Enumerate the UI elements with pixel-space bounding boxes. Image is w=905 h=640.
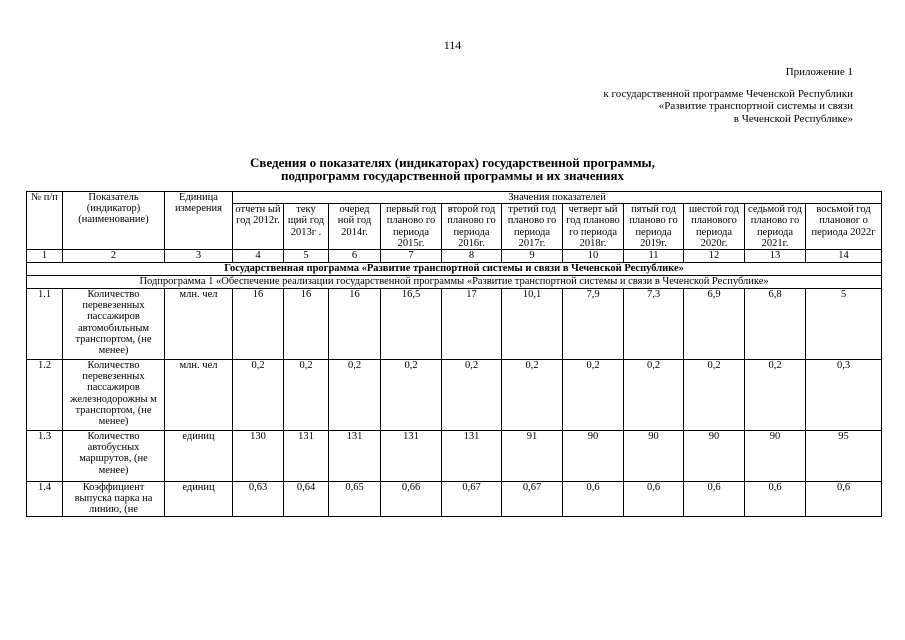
value-cell: 0,6 [745,482,806,517]
value-cell: 7,3 [624,289,684,360]
value-cell: 90 [684,431,745,482]
column-number: 1 [27,250,63,263]
table-row [27,482,882,517]
header-period: теку щий год 2013г . [284,204,329,250]
column-number: 14 [806,250,882,263]
value-cell: 0,6 [806,482,882,517]
value-cell: 131 [442,431,502,482]
value-cell: 0,64 [284,482,329,517]
header-period: восьмой год плановог о периода 2022г [806,204,882,250]
table-row [27,360,882,431]
header-period: первый год планово го периода 2015г. [381,204,442,250]
indicator-name: Количество перевезенных пассажиров железнодорожны м транспортом, (не менее) [63,360,165,431]
header-period: седьмой год планово го периода 2021г. [745,204,806,250]
column-number: 10 [563,250,624,263]
value-cell: 90 [563,431,624,482]
value-cell: 0,2 [329,360,381,431]
value-cell: 16 [233,289,284,360]
value-cell: 0,2 [442,360,502,431]
value-cell: 95 [806,431,882,482]
table-row [27,289,882,360]
value-cell: 0,2 [563,360,624,431]
header-period: четверт ый год планово го периода 2018г. [563,204,624,250]
appendix-line-1: к государственной программе Чеченской Республики [603,87,853,100]
value-cell: 6,9 [684,289,745,360]
value-cell: 0,2 [284,360,329,431]
header-period: шестой год планового периода 2020г. [684,204,745,250]
column-number: 6 [329,250,381,263]
value-cell: 0,2 [684,360,745,431]
row-number: 1.2 [27,360,63,431]
header-row-1 [27,192,882,204]
column-number: 2 [63,250,165,263]
header-period: второй год планово го периода 2016г. [442,204,502,250]
header-values-group: Значения показателей [233,192,882,204]
unit-cell: млн. чел [165,289,233,360]
value-cell: 130 [233,431,284,482]
value-cell: 90 [624,431,684,482]
appendix-block [603,66,853,125]
appendix-line-3: в Чеченской Республике» [733,112,853,125]
header-unit: Единица измерения [165,192,233,250]
header-indicator: Показатель (индикатор) (наименование) [63,192,165,250]
column-number: 11 [624,250,684,263]
indicator-name: Коэффициент выпуска парка на линию, (не [63,482,165,517]
value-cell: 16,5 [381,289,442,360]
row-number: 1.3 [27,431,63,482]
subprogram-row [27,276,882,289]
column-number: 9 [502,250,563,263]
appendix-label: Приложение 1 [785,66,853,78]
value-cell: 0,66 [381,482,442,517]
value-cell: 0,63 [233,482,284,517]
unit-cell: единиц [165,482,233,517]
value-cell: 16 [329,289,381,360]
value-cell: 0,6 [624,482,684,517]
appendix-line-2: «Развитие транспортной системы и связи [658,100,853,112]
value-cell: 5 [806,289,882,360]
subprogram-title: Подпрограмма 1 «Обеспечение реализации государственной программы «Развитие транспортной системы и связи в Чеченской Республике» [27,276,882,289]
document-title [0,156,905,182]
page-number: 114 [443,38,462,52]
row-number: 1.1 [27,289,63,360]
value-cell: 17 [442,289,502,360]
column-number: 12 [684,250,745,263]
value-cell: 16 [284,289,329,360]
value-cell: 0,2 [381,360,442,431]
value-cell: 0,65 [329,482,381,517]
row-number: 1.4 [27,482,63,517]
unit-cell: единиц [165,431,233,482]
value-cell: 0,2 [502,360,563,431]
header-period: пятый год планово го периода 2019г. [624,204,684,250]
value-cell: 0,3 [806,360,882,431]
column-number: 13 [745,250,806,263]
value-cell: 131 [329,431,381,482]
value-cell: 131 [284,431,329,482]
indicator-name: Количество автобусных маршрутов, (не менее) [63,431,165,482]
value-cell: 7,9 [563,289,624,360]
header-period: очеред ной год 2014г. [329,204,381,250]
title-line-2: подпрограмм государственной программы и их значениях [280,168,625,183]
column-number: 3 [165,250,233,263]
value-cell: 0,67 [502,482,563,517]
value-cell: 0,67 [442,482,502,517]
program-title: Государственная программа «Развитие транспортной системы и связи в Чеченской Республике» [27,263,882,276]
value-cell: 6,8 [745,289,806,360]
value-cell: 0,6 [563,482,624,517]
program-row [27,263,882,276]
value-cell: 0,2 [233,360,284,431]
value-cell: 131 [381,431,442,482]
header-period: отчетн ый год 2012г. [233,204,284,250]
header-period: третий год планово го периода 2017г. [502,204,563,250]
indicator-name: Количество перевезенных пассажиров автомобильным транспортом, (не менее) [63,289,165,360]
header-num: № п/п [27,192,63,250]
column-number: 7 [381,250,442,263]
value-cell: 90 [745,431,806,482]
column-numbers-row [27,250,882,263]
value-cell: 10,1 [502,289,563,360]
value-cell: 0,2 [624,360,684,431]
value-cell: 91 [502,431,563,482]
title-line-1: Сведения о показателях (индикаторах) государственной программы, [250,155,655,170]
column-number: 5 [284,250,329,263]
column-number: 4 [233,250,284,263]
column-number: 8 [442,250,502,263]
indicators-table [26,191,882,517]
unit-cell: млн. чел [165,360,233,431]
table-row [27,431,882,482]
value-cell: 0,6 [684,482,745,517]
value-cell: 0,2 [745,360,806,431]
